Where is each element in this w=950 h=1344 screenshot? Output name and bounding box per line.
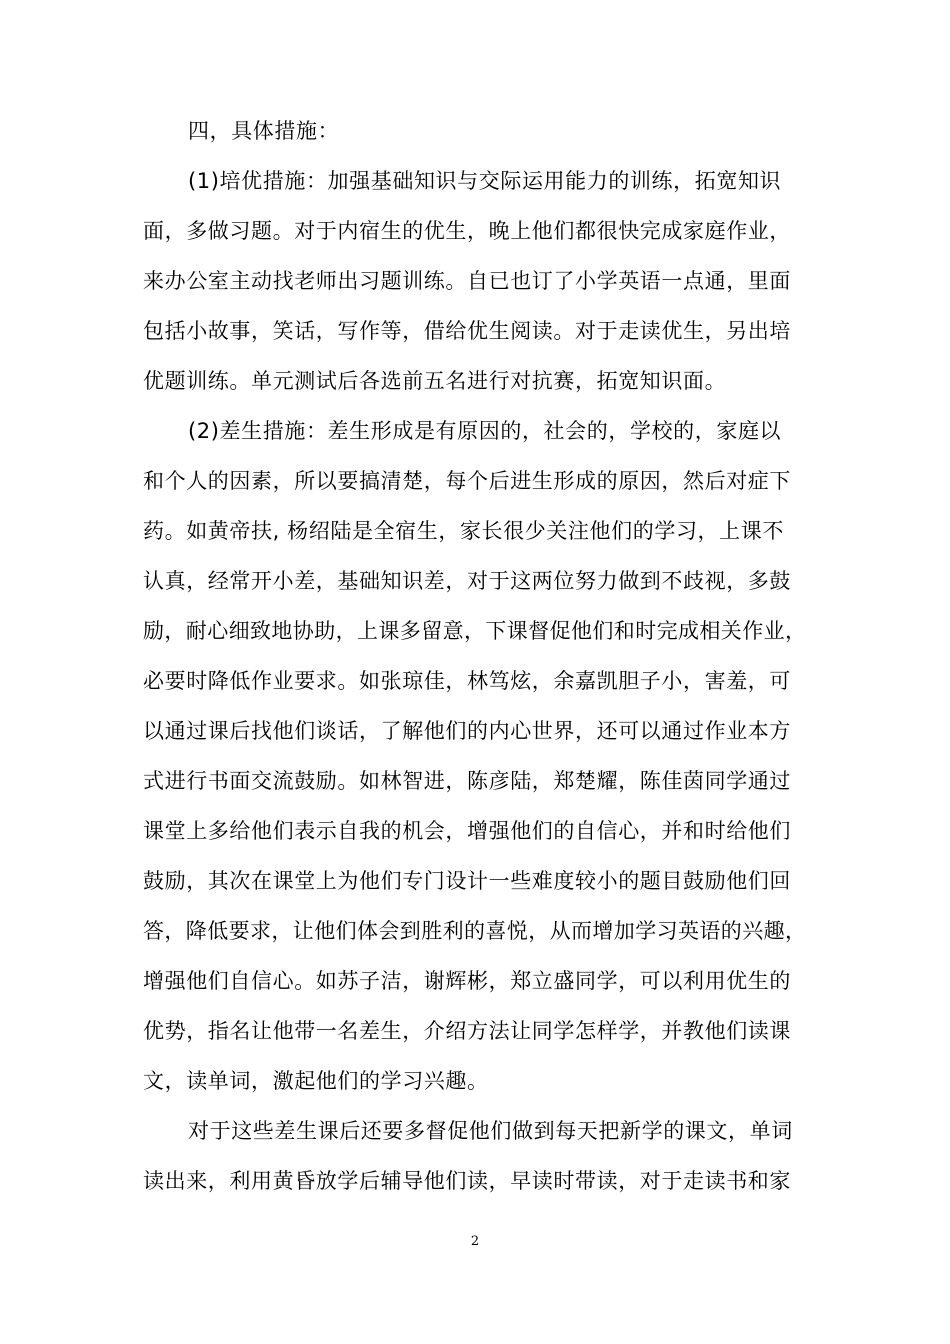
text-line: 认真，经常开小差，基础知识差，对于这两位努力做到不歧视，多鼓	[143, 569, 791, 593]
text-line: 式进行书面交流鼓励。如林智进，陈彦陆，郑楚耀，陈佳茵同学通过	[143, 769, 791, 793]
text-line: 和个人的因素，所以要搞清楚，每个后进生形成的原因，然后对症下	[143, 469, 791, 493]
text-line: (2)差生措施：差生形成是有原因的，社会的，学校的，家庭以	[188, 419, 782, 443]
page-number: 2	[470, 1234, 480, 1249]
text-line: 励，耐心细致地协助，上课多留意，下课督促他们和时完成相关作业，	[143, 619, 807, 643]
text-line: 包括小故事，笑话，写作等，借给优生阅读。对于走读优生，另出培	[143, 319, 791, 343]
text-line: 来办公室主动找老师出习题训练。自已也订了小学英语一点通，里面	[143, 269, 791, 293]
text-line: 必要时降低作业要求。如张琼佳，林笃炫，余嘉凯胆子小，害羞，可	[143, 669, 791, 693]
text-line: 面，多做习题。对于内宿生的优生，晚上他们都很快完成家庭作业，	[143, 219, 791, 243]
text-line: 药。如黄帝扶, 杨绍陆是全宿生，家长很少关注他们的学习，上课不	[143, 519, 784, 543]
text-line: 文，读单词，激起他们的学习兴趣。	[143, 1069, 489, 1093]
text-line: 优势，指名让他带一名差生，介绍方法让同学怎样学，并教他们读课	[143, 1019, 791, 1043]
text-line: 课堂上多给他们表示自我的机会，增强他们的自信心，并和时给他们	[143, 819, 791, 843]
text-line: 优题训练。单元测试后各选前五名进行对抗赛，拓宽知识面。	[143, 369, 727, 393]
section-heading: 四，具体措施：	[188, 119, 340, 143]
text-line: (1)培优措施：加强基础知识与交际运用能力的训练，拓宽知识	[188, 169, 782, 193]
text-line: 增强他们自信心。如苏子洁，谢辉彬，郑立盛同学，可以利用优生的	[143, 969, 791, 993]
text-line: 答，降低要求，让他们体会到胜利的喜悦，从而增加学习英语的兴趣，	[143, 919, 807, 943]
text-line: 鼓励，其次在课堂上为他们专门设计一些难度较小的题目鼓励他们回	[143, 869, 791, 893]
text-line: 对于这些差生课后还要多督促他们做到每天把新学的课文，单词	[188, 1119, 793, 1143]
text-line: 读出来，利用黄昏放学后辅导他们读，早读时带读，对于走读书和家	[143, 1169, 791, 1193]
text-line: 以通过课后找他们谈话，了解他们的内心世界，还可以通过作业本方	[143, 719, 791, 743]
